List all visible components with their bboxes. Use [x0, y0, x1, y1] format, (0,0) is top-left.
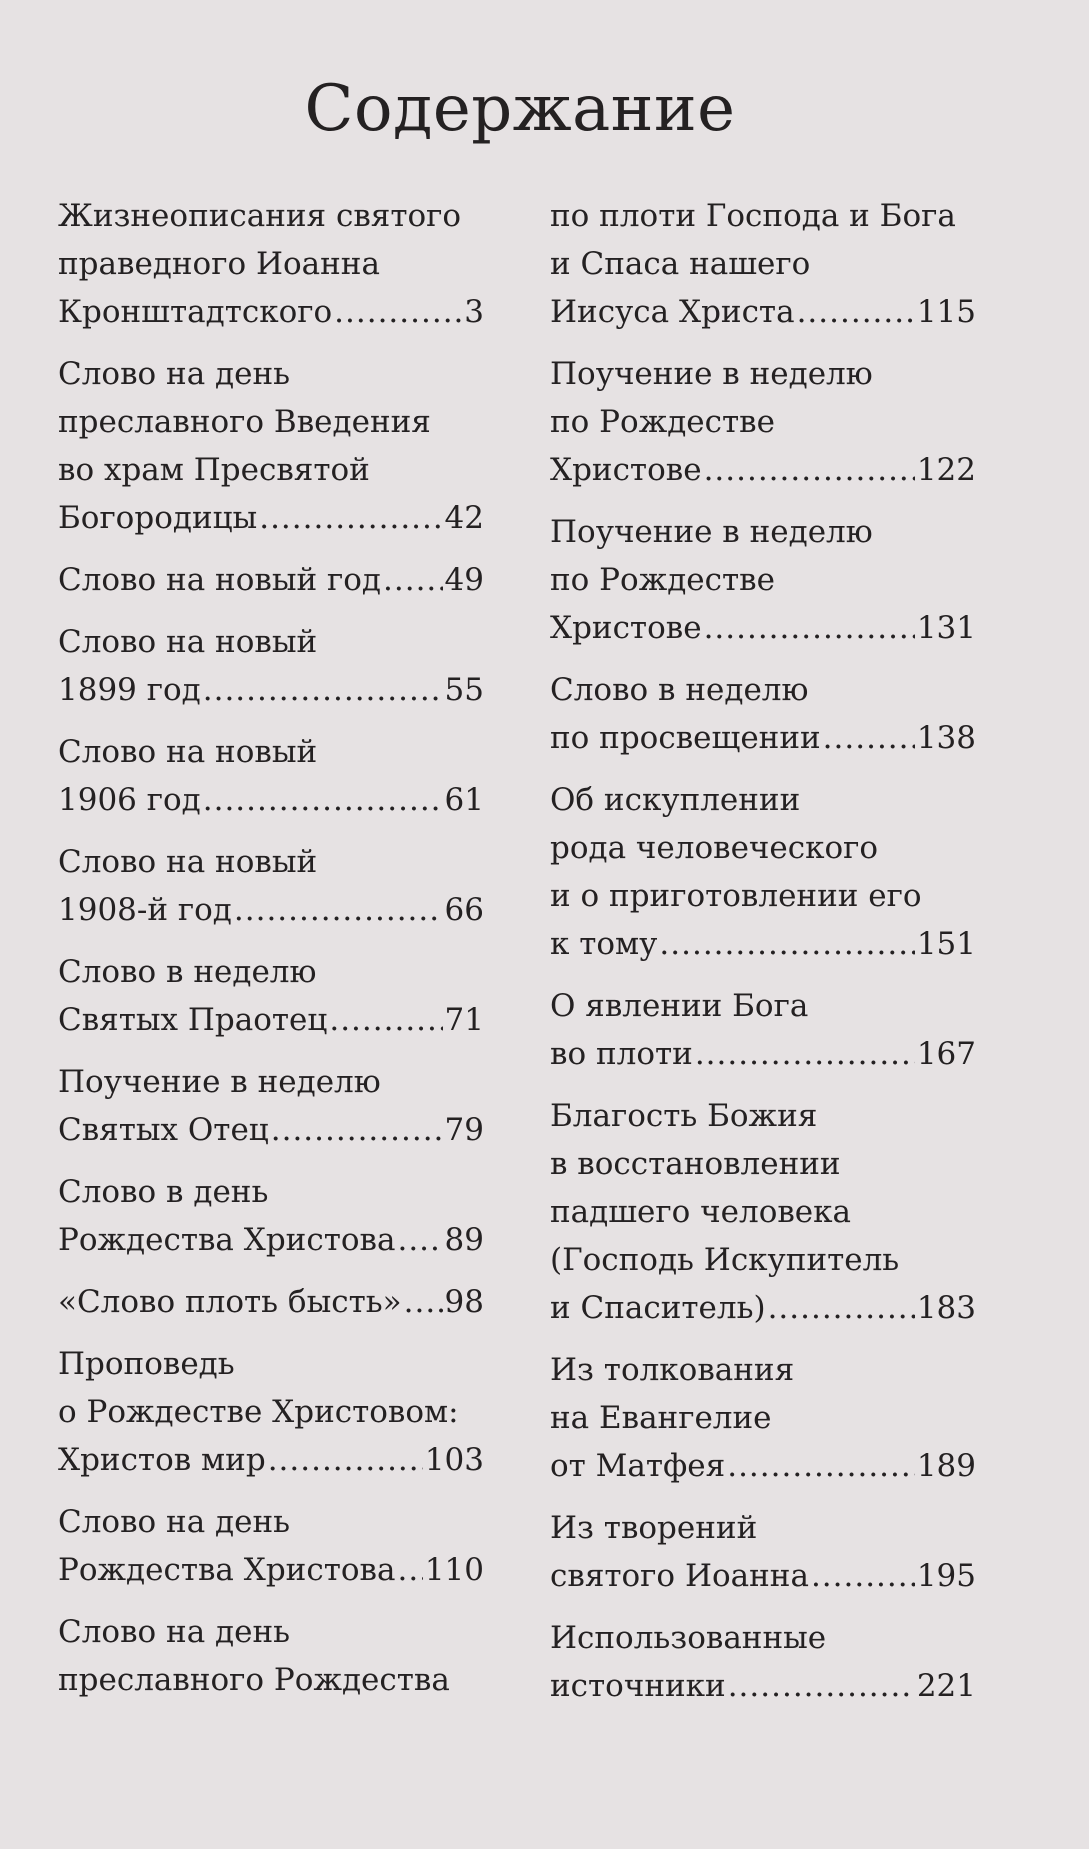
dot-leader [203, 666, 443, 714]
toc-entry [58, 948, 484, 1044]
toc-entry-line [58, 776, 484, 824]
dot-leader [329, 996, 442, 1044]
toc-entry-line: о Рождестве Христовом: [58, 1394, 459, 1430]
toc-entry-text: по просвещении [550, 720, 821, 756]
toc-entry-text: Богородицы [58, 500, 258, 536]
toc-entry-line: преславного Введения [58, 404, 431, 440]
toc-page-number: 110 [424, 1552, 484, 1588]
toc-page-number: 189 [916, 1448, 976, 1484]
toc-left-column [58, 192, 484, 1718]
toc-entry-line [58, 1278, 484, 1326]
toc-entry-line: по плоти Господа и Бога [550, 198, 956, 234]
dot-leader [704, 446, 915, 494]
dot-leader [271, 1106, 443, 1154]
toc-entry-line: Поучение в неделю [550, 356, 873, 392]
toc-entry [550, 192, 976, 336]
toc-page-number: 103 [424, 1442, 484, 1478]
toc-entry-line [58, 1546, 484, 1594]
dot-leader [727, 1442, 915, 1490]
dot-leader [334, 288, 462, 336]
toc-entry-text: 1899 год [58, 672, 201, 708]
toc-entry [58, 556, 484, 604]
toc-entry-text: Кронштадтского [58, 294, 333, 330]
toc-entry [550, 666, 976, 762]
toc-entry [550, 1092, 976, 1332]
dot-leader [397, 1216, 442, 1264]
toc-entry-text: к тому [550, 926, 658, 962]
toc-entry-line [550, 1030, 976, 1078]
toc-entry [550, 982, 976, 1078]
toc-page-number: 138 [916, 720, 976, 756]
toc-entry-line: О явлении Бога [550, 988, 809, 1024]
toc-entry [550, 1504, 976, 1600]
toc-entry-line [58, 288, 484, 336]
toc-entry-line: Слово на новый [58, 844, 318, 880]
toc-page-number: 131 [916, 610, 976, 646]
dot-leader [695, 1030, 915, 1078]
toc-page-number: 89 [444, 1222, 484, 1258]
toc-entry [550, 350, 976, 494]
toc-entry-line: Слово в неделю [58, 954, 317, 990]
toc-page-number: 167 [916, 1036, 976, 1072]
toc-page-number: 115 [916, 294, 976, 330]
toc-entry-line [58, 996, 484, 1044]
toc-entry-text: во плоти [550, 1036, 693, 1072]
toc-entry-text: Святых Праотец [58, 1002, 328, 1038]
toc-entry [58, 618, 484, 714]
toc-entry [58, 838, 484, 934]
dot-leader [259, 494, 442, 542]
toc-entry-line: падшего человека [550, 1194, 852, 1230]
toc-entry-line [58, 1436, 484, 1484]
toc-entry-line: Из творений [550, 1510, 758, 1546]
toc-entry-line [58, 494, 484, 542]
toc-entry-line: Об искуплении [550, 782, 801, 818]
toc-entry-line [58, 666, 484, 714]
dot-leader [768, 1284, 915, 1332]
toc-entry [58, 192, 484, 336]
toc-entry-line: Благость Божия [550, 1098, 818, 1134]
toc-page-number: 79 [444, 1112, 484, 1148]
toc-page-number: 151 [916, 926, 976, 962]
toc-entry-line: во храм Пресвятой [58, 452, 370, 488]
toc-entry [58, 1498, 484, 1594]
toc-entry-line [58, 886, 484, 934]
toc-entry-line [58, 1216, 484, 1264]
toc-entry [58, 1058, 484, 1154]
toc-entry-text: «Слово плоть бысть» [58, 1284, 402, 1320]
toc-entry-line: Слово на день [58, 1614, 291, 1650]
dot-leader [268, 1436, 423, 1484]
toc-entry-line: Проповедь [58, 1346, 235, 1382]
toc-entry-line: Поучение в неделю [58, 1064, 381, 1100]
toc-entry [550, 1346, 976, 1490]
dot-leader [728, 1662, 915, 1710]
dot-leader [404, 1278, 443, 1326]
toc-entry-line [550, 714, 976, 762]
toc-page-number: 98 [444, 1284, 484, 1320]
toc-entry [58, 350, 484, 542]
toc-entry [58, 1608, 484, 1704]
toc-entry-line: Использованные [550, 1620, 827, 1656]
toc-entry-text: Христов мир [58, 1442, 266, 1478]
toc-page-number: 55 [444, 672, 484, 708]
toc-entry-line: Слово на новый [58, 734, 318, 770]
toc-entry-line [550, 288, 976, 336]
dot-leader [704, 604, 915, 652]
toc-entry-line: по Рождестве [550, 562, 775, 598]
toc-entry-line [550, 604, 976, 652]
toc-entry-line [58, 1106, 484, 1154]
toc-entry [550, 508, 976, 652]
toc-page-number: 195 [916, 1558, 976, 1594]
toc-entry-line: в восстановлении [550, 1146, 841, 1182]
toc-page-number: 61 [444, 782, 484, 818]
toc-entry-line [550, 446, 976, 494]
toc-page-number: 122 [916, 452, 976, 488]
toc-entry-line: Слово в неделю [550, 672, 809, 708]
toc-entry-line: Жизнеописания святого [58, 198, 462, 234]
dot-leader [397, 1546, 422, 1594]
toc-entry-line: рода человеческого [550, 830, 879, 866]
toc-page-number: 221 [916, 1668, 976, 1704]
toc-entry-line: Поучение в неделю [550, 514, 873, 550]
toc-entry-text: 1906 год [58, 782, 201, 818]
toc-entry [58, 1278, 484, 1326]
dot-leader [203, 776, 443, 824]
toc-entry-text: Христове [550, 610, 702, 646]
toc-entry [58, 728, 484, 824]
dot-leader [659, 920, 914, 968]
toc-entry-line [550, 1552, 976, 1600]
toc-entry-line: Слово в день [58, 1174, 269, 1210]
dot-leader [811, 1552, 915, 1600]
page-title: Содержание [304, 72, 736, 146]
toc-entry-line: (Господь Искупитель [550, 1242, 900, 1278]
toc-entry-text: источники [550, 1668, 726, 1704]
toc-entry-text: от Матфея [550, 1448, 726, 1484]
toc-page-number: 183 [916, 1290, 976, 1326]
toc-entry-line [550, 1284, 976, 1332]
toc-right-column [550, 192, 976, 1724]
toc-entry-line [58, 556, 484, 604]
toc-entry [550, 1614, 976, 1710]
toc-page-number: 49 [444, 562, 484, 598]
toc-entry-line: преславного Рождества [58, 1662, 450, 1698]
dot-leader [234, 886, 443, 934]
toc-entry-line: по Рождестве [550, 404, 775, 440]
toc-entry-text: Рождества Христова [58, 1552, 396, 1588]
dot-leader [383, 556, 443, 604]
toc-entry-text: Святых Отец [58, 1112, 269, 1148]
toc-page-number: 71 [444, 1002, 484, 1038]
toc-entry [58, 1340, 484, 1484]
toc-entry-line: и о приготовлении его [550, 878, 922, 914]
dot-leader [797, 288, 915, 336]
toc-entry-text: Слово на новый год [58, 562, 382, 598]
toc-page-number: 3 [464, 294, 484, 330]
toc-entry-line: праведного Иоанна [58, 246, 380, 282]
toc-entry [58, 1168, 484, 1264]
toc-entry-text: и Спаситель) [550, 1290, 766, 1326]
toc-entry [550, 776, 976, 968]
toc-entry-line [550, 1442, 976, 1490]
toc-entry-line: и Спаса нашего [550, 246, 811, 282]
toc-entry-text: Рождества Христова [58, 1222, 396, 1258]
toc-entry-line: на Евангелие [550, 1400, 772, 1436]
toc-entry-text: святого Иоанна [550, 1558, 809, 1594]
toc-entry-text: 1908-й год [58, 892, 232, 928]
toc-entry-line: Слово на день [58, 1504, 291, 1540]
dot-leader [823, 714, 915, 762]
toc-page-number: 42 [444, 500, 484, 536]
toc-entry-text: Христове [550, 452, 702, 488]
toc-entry-line [550, 1662, 976, 1710]
toc-entry-line: Слово на день [58, 356, 291, 392]
toc-page-number: 66 [444, 892, 484, 928]
toc-entry-line: Слово на новый [58, 624, 318, 660]
toc-entry-text: Иисуса Христа [550, 294, 795, 330]
toc-entry-line: Из толкования [550, 1352, 795, 1388]
toc-entry-line [550, 920, 976, 968]
